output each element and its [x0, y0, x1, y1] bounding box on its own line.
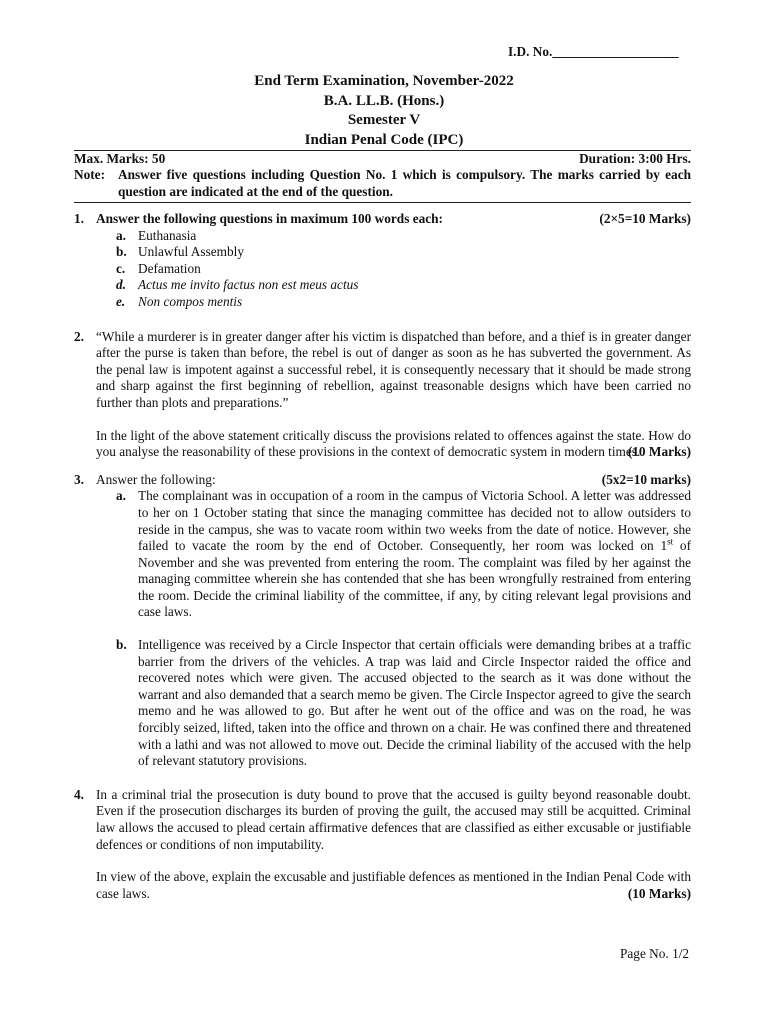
question-stem: Answer the following questions in maximum 100 words each:	[96, 211, 443, 226]
list-item: a. Euthanasia	[116, 227, 197, 243]
question-marks: (10 Marks)	[627, 885, 691, 901]
question-number: 2.	[74, 328, 84, 344]
sub-question-a: a. The complainant was in occupation of a room in the campus of Victoria School. A letter was addressed to her on 1 October stating that since the managing committee has decided not to allow outsiders to reside in the campus, she was to vacate room within two weeks from the date of notice. However, she failed to vacate the room by the end of October. Consequently, her room was locked on 1st of November and she was prevented from entering the room. The complaint was filed by her against the managing committee wherein she has contended that she has been wrongfully restrained from entering the room. Decide the criminal liability of the committee, if any, by citing relevant legal provisions and case laws.	[116, 488, 692, 620]
list-item: c. Defamation	[116, 260, 201, 276]
subject-title: Indian Penal Code (IPC)	[304, 131, 464, 148]
question-marks: (5x2=10 marks)	[601, 471, 691, 487]
sub-question-b: b. Intelligence was received by a Circle Inspector that certain officials were demanding bribes at a traffic barrier from the drivers of the vehicles. A trap was laid and Circle Inspector raided the office and recovered notes which were given. The accused objected to the search as it was done without the warrant and also demanded that a search memo be given. The Circle Inspector agreed to give the search memo and he was allowed to go. But after he went out of the office and was on the road, he was forcibly seized, lifted, taken into the office and thrown on a chair. He was confined there and threatened with a lathi and was not allowed to move out. Decide the criminal liability of the accused with the help of relevant statutory provisions.	[116, 637, 691, 769]
question-marks: (2×5=10 Marks)	[599, 211, 691, 226]
question-number: 1.	[74, 211, 84, 226]
note-label: Note:	[74, 167, 106, 182]
semester-title: Semester V	[347, 112, 421, 128]
question-text: In view of the above, explain the excusable and justifiable defences as mentioned in the Indian Penal Code with case laws.	[96, 869, 691, 901]
exam-title-block	[0, 72, 768, 150]
question-marks: (10 Marks)	[627, 444, 691, 460]
duration: Duration: 3:00 Hrs.	[579, 151, 691, 166]
question-text: In a criminal trial the prosecution is duty bound to prove that the accused is guilty beyond reasonable doubt. Even if the prosecution discharges its burden of proving the guilt, the accused may still be acquitted. Criminal law allows the accused to plead certain affirmative defences that are classified as either excusable or justifiable defences or conditions of non imputability.	[96, 786, 691, 852]
instructions-note	[74, 167, 691, 200]
question-text: In the light of the above statement critically discuss the provisions related to offences against the state. How do you analyse the reasonability of these provisions in the context of democratic system in modern times.	[96, 427, 691, 460]
page-number: Page No. 1/2	[620, 946, 690, 961]
list-item: b. Unlawful Assembly	[116, 244, 244, 260]
question-quote: “While a murderer is in greater danger after his victim is dispatched than before, and a thief is in greater danger after the purse is taken than before, the rebel is out of danger as soon as he has subverted the government. As the penal law is impotent against a successful rebel, it is consequently necessary that it should be made strong and sharp against the first beginning of rebellion, against treasonable designs which have been carried no further than plots and preparations.”	[96, 328, 691, 410]
question-stem: Answer the following:	[96, 471, 216, 487]
id-number-field: I.D. No.___________________	[508, 44, 679, 59]
question-2	[74, 329, 691, 461]
note-text: Answer five questions including Question No. 1 which is compulsory. The marks carried by each question are indicated at the end of the question.	[118, 167, 691, 199]
questions	[74, 211, 691, 902]
list-item: e. Non compos mentis	[116, 293, 243, 309]
marks-duration-row	[74, 151, 691, 168]
list-item: d. Actus me invito factus non est meus actus	[116, 277, 359, 293]
program-title: B.A. LL.B. (Hons.)	[323, 92, 445, 109]
question-number: 3.	[74, 471, 84, 487]
exam-title: End Term Examination, November-2022	[254, 73, 514, 89]
question-1	[74, 211, 691, 311]
question-number: 4.	[74, 786, 84, 802]
question-4	[74, 787, 691, 903]
max-marks: Max. Marks: 50	[74, 151, 166, 166]
question-3	[74, 472, 691, 770]
note-divider	[74, 202, 691, 203]
